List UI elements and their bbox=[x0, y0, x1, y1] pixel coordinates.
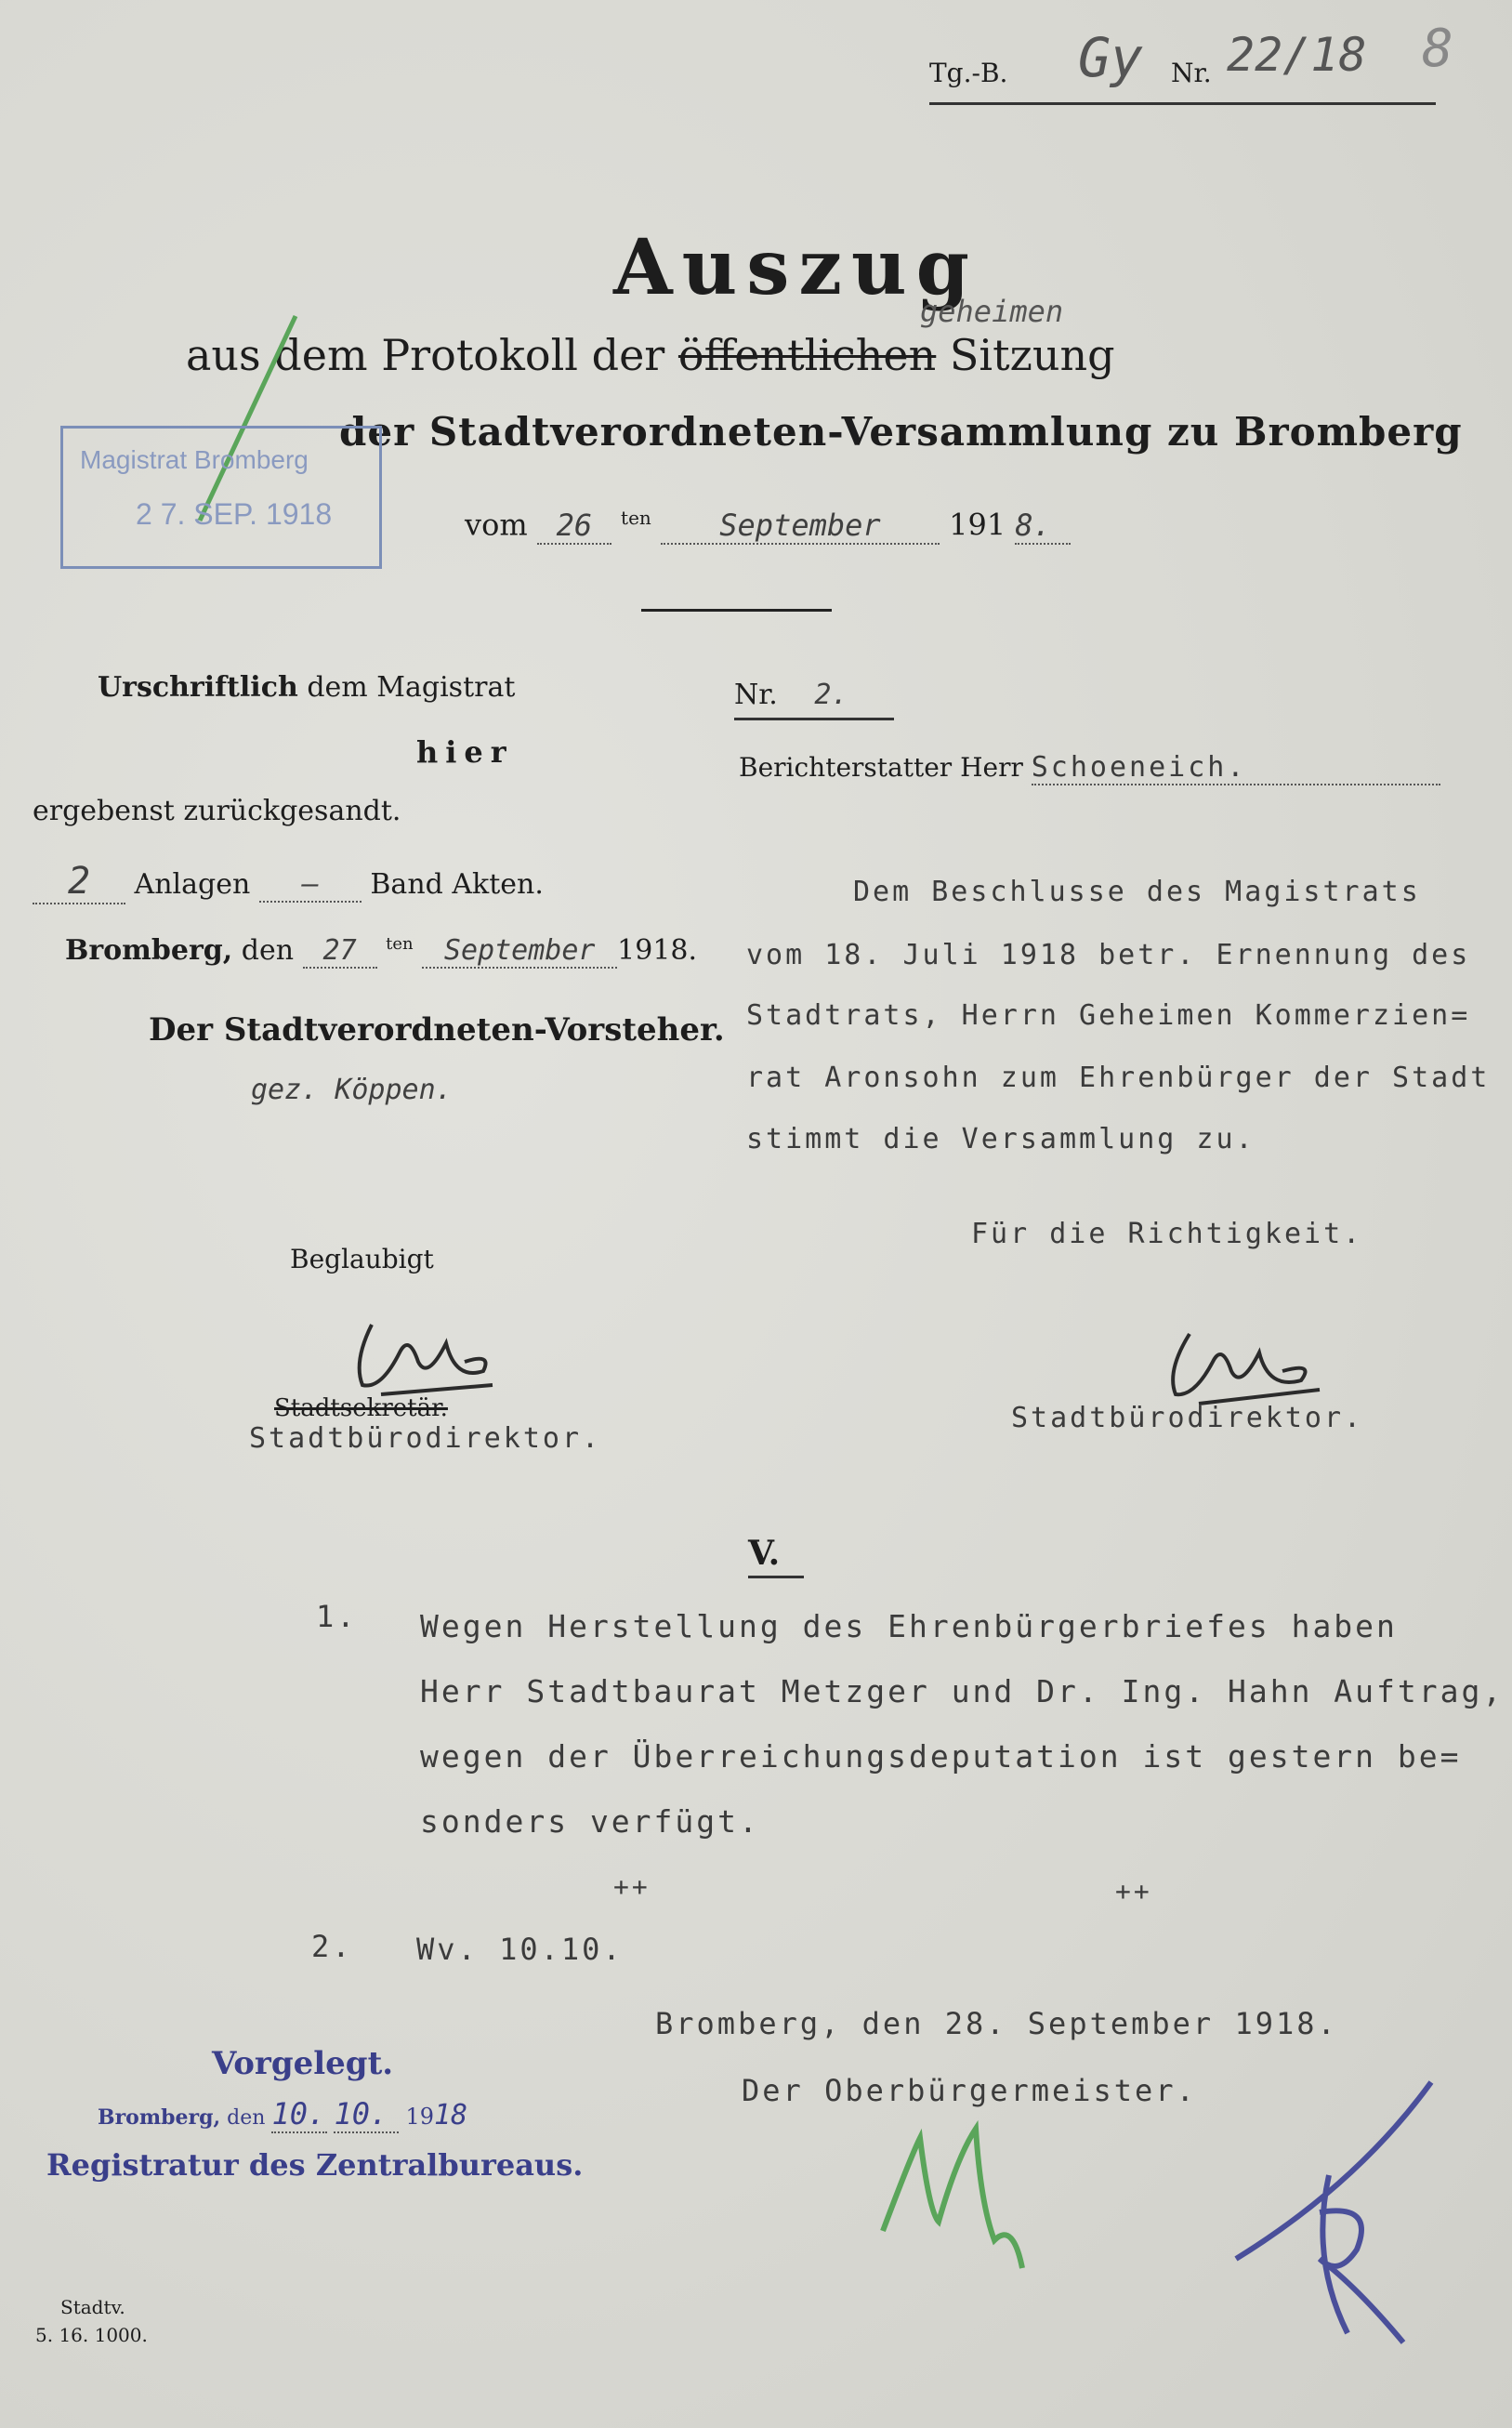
right-reporter-label: Berichterstatter Herr bbox=[739, 752, 1023, 783]
right-certification: Für die Richtigkeit. bbox=[971, 1218, 1363, 1250]
decree-item1-line-4: sonders verfügt. bbox=[420, 1803, 760, 1840]
left-band-count: — bbox=[259, 868, 362, 903]
left-den: den bbox=[241, 934, 295, 967]
right-body-line-5: stimmt die Versammlung zu. bbox=[746, 1123, 1256, 1155]
vorgelegt-year-prefix: 19 bbox=[405, 2104, 434, 2130]
date-prefix: vom bbox=[465, 507, 528, 543]
footer-form-line2: 5. 16. 1000. bbox=[35, 2324, 148, 2346]
date-year-suffix: 8. bbox=[1015, 508, 1071, 545]
decree-item1-line-1: Wegen Herstellung des Ehrenbürgerbriefes haben bbox=[420, 1608, 1398, 1644]
decree-item2-text: Wv. 10.10. bbox=[416, 1932, 624, 1967]
left-struck-title: Stadtsekretär. bbox=[274, 1394, 448, 1422]
nr-label: Nr. bbox=[1171, 58, 1212, 88]
left-office: Der Stadtverordneten-Vorsteher. bbox=[149, 1011, 725, 1049]
tg-label: Tg.-B. bbox=[929, 58, 1008, 88]
title-struck-word: öffentlichen bbox=[677, 330, 937, 380]
left-signed: gez. Köppen. bbox=[251, 1074, 453, 1106]
title-date bbox=[465, 507, 1071, 545]
right-nr-line bbox=[734, 679, 848, 711]
title-line1-prefix: aus dem Protokoll der bbox=[186, 330, 665, 380]
left-urschrift-line bbox=[98, 671, 515, 704]
left-dem-magistrat: dem Magistrat bbox=[307, 671, 516, 704]
vorgelegt-date-line bbox=[98, 2096, 467, 2133]
date-year-prefix: 191 bbox=[949, 507, 1006, 543]
left-anlagen-label: Anlagen bbox=[134, 868, 251, 901]
date-day: 26 bbox=[537, 508, 611, 545]
vorgelegt-registry: Registratur des Zentralbureaus. bbox=[46, 2147, 584, 2183]
left-signature bbox=[344, 1306, 511, 1408]
date-month: September bbox=[661, 508, 940, 545]
left-band-label: Band Akten. bbox=[370, 868, 544, 901]
page-mark: 8 bbox=[1422, 19, 1453, 79]
decree-heading: V. bbox=[748, 1534, 781, 1573]
tg-value: Gy bbox=[1078, 26, 1143, 89]
title-rule bbox=[641, 609, 832, 612]
vorgelegt-place: Bromberg, bbox=[98, 2105, 221, 2130]
received-stamp-line1: Magistrat Bromberg bbox=[80, 445, 309, 474]
vorgelegt-day: 10. bbox=[271, 2096, 327, 2133]
decree-place-date: Bromberg, den 28. September 1918. bbox=[655, 2006, 1338, 2041]
right-body-line-3: Stadtrats, Herrn Geheimen Kommerzien= bbox=[746, 999, 1471, 1032]
decree-heading-rule bbox=[748, 1576, 804, 1578]
blue-pencil-initial bbox=[1217, 2073, 1459, 2352]
left-anlagen-count: 2 bbox=[33, 860, 125, 904]
title-inserted-word: geheimen bbox=[920, 294, 1064, 329]
decree-plus-mark-1: ++ bbox=[613, 1871, 651, 1902]
right-nr-label: Nr. bbox=[734, 679, 778, 711]
title-line2: der Stadtverordneten-Versammlung zu Bromberg bbox=[339, 409, 1463, 455]
left-beglaubigt: Beglaubigt bbox=[290, 1244, 434, 1274]
title-line1-suffix: Sitzung bbox=[949, 330, 1115, 380]
right-body-line-2: vom 18. Juli 1918 betr. Ernennung des bbox=[746, 939, 1471, 971]
left-ten: ten bbox=[386, 934, 414, 954]
nr-value: 22/18 bbox=[1227, 28, 1367, 82]
right-title-typed: Stadtbürodirektor. bbox=[1011, 1402, 1364, 1434]
right-nr-rule bbox=[734, 718, 894, 720]
vorgelegt-den: den bbox=[227, 2106, 266, 2130]
vorgelegt-year-suffix: 18 bbox=[433, 2099, 468, 2131]
right-nr-value: 2. bbox=[814, 679, 848, 711]
decree-item1-num: 1. bbox=[316, 1599, 358, 1634]
left-year: 1918. bbox=[617, 934, 698, 967]
decree-item2-num: 2. bbox=[311, 1929, 353, 1964]
left-month: September bbox=[422, 934, 617, 969]
left-place: Bromberg, bbox=[65, 934, 233, 967]
date-ten: ten bbox=[621, 507, 651, 529]
decree-item1-line-2: Herr Stadtbaurat Metzger und Dr. Ing. Hahn Auftrag, bbox=[420, 1673, 1505, 1709]
green-initials bbox=[855, 2101, 1059, 2287]
left-title-typed: Stadtbürodirektor. bbox=[249, 1422, 602, 1455]
vorgelegt-month: 10. bbox=[334, 2096, 399, 2133]
vorgelegt-title: Vorgelegt. bbox=[212, 2045, 394, 2082]
decree-mayor: Der Oberbürgermeister. bbox=[742, 2073, 1197, 2108]
left-date-line bbox=[65, 934, 697, 969]
left-day: 27 bbox=[303, 934, 377, 969]
received-stamp bbox=[60, 426, 382, 569]
left-urschrift: Urschriftlich bbox=[98, 671, 298, 704]
right-reporter-line bbox=[739, 751, 1440, 785]
footer-form-line1: Stadtv. bbox=[60, 2296, 125, 2318]
left-anlagen-line bbox=[33, 860, 544, 904]
left-ergebenst: ergebenst zurückgesandt. bbox=[33, 795, 401, 827]
received-stamp-line2: 2 7. SEP. 1918 bbox=[136, 497, 333, 531]
title-main: Auszug bbox=[613, 223, 979, 312]
right-reporter-name: Schoeneich. bbox=[1032, 751, 1440, 785]
decree-plus-mark-2: ++ bbox=[1115, 1876, 1152, 1907]
right-body-line-1: Dem Beschlusse des Magistrats bbox=[853, 876, 1421, 908]
left-hier: hier bbox=[416, 734, 514, 770]
decree-item1-line-3: wegen der Überreichungsdeputation ist gestern be= bbox=[420, 1738, 1462, 1775]
right-body-line-4: rat Aronsohn zum Ehrenbürger der Stadt bbox=[746, 1062, 1491, 1094]
